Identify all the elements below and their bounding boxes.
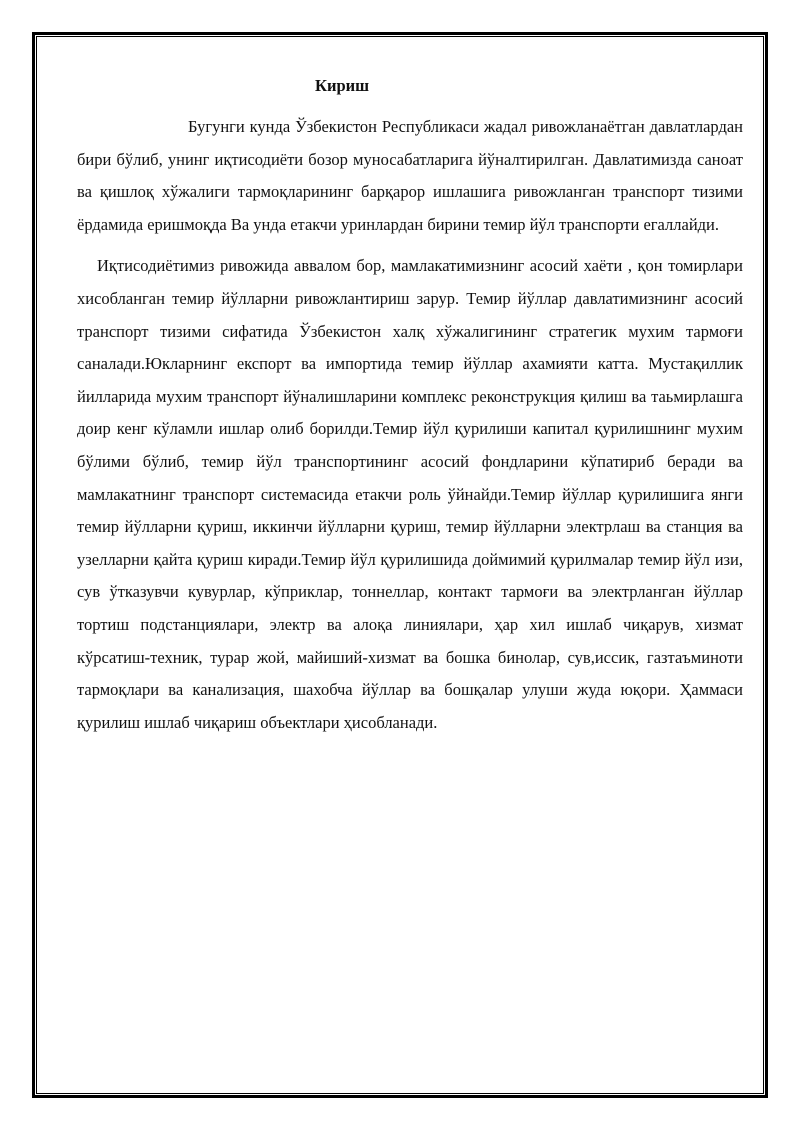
paragraph-2: Иқтисодиётимиз ривожида аввалом бор, мамлакатимизнинг асосий хаёти , қон томирлари хисобланган темир йўлларни ривожлантириш зарур. Темир йўллар давлатимизнинг асосий транспорт тизими сифатида Ўзбекистон халқ хўжалигининг стратегик мухим тармоғи саналади.Юкларнинг експорт ва импортида темир йўллар ахамияти катта. Мустақиллик йилларида мухим транспорт йўналишларини комплекс реконструкция қилиш ва таьмирлашга доир кенг кўламли ишлар олиб борилди.Темир йўл қурилиши капитал қурилишнинг мухим бўлими бўлиб, темир йўл транспортининг асосий фондларини кўпатириб беради ва мамлакатнинг транспорт системасида етакчи роль ўйнайди.Темир йўллар қурилишига янги темир йўлларни қуриш, иккинчи йўлларни қуриш, темир йўлларни электрлаш ва станция ва узелларни қайта қуриш киради.Темир йўл қурилишида доймимий қурилмалар темир йўл изи, сув ўтказувчи кувурлар, кўприклар, тоннеллар, контакт тармоғи ва электрланган йўллар тортиш подстанциялари, электр ва алоқа линиялари, ҳар хил ишлаб чиқарув, хизмат кўрсатиш-техник, турар жой, майиший-хизмат ва бошка бинолар, сув,иссик, газтаъминоти тармоқлари ва канализация, шахобча йўллар ва бошқалар улуши жуда юқори. Ҳаммаси қурилиш ишлаб чиқариш объектлари ҳисобланади. [77, 256, 743, 732]
document-body [77, 70, 743, 739]
document-title: Кириш [315, 76, 370, 95]
paragraph-1: Бугунги кунда Ўзбекистон Республикаси жадал ривожланаётган давлатлардан бири бўлиб, унинг иқтисодиёти бозор муносабатларига йўналтирилган. Давлатимизда саноат ва қишлоқ хўжалиги тармоқларининг барқарор ишлашига ривожланган транспорт тизими ёрдамида еришмоқда Ва унда етакчи уринлардан бирини темир йўл транспорти егаллайди. [77, 117, 743, 234]
